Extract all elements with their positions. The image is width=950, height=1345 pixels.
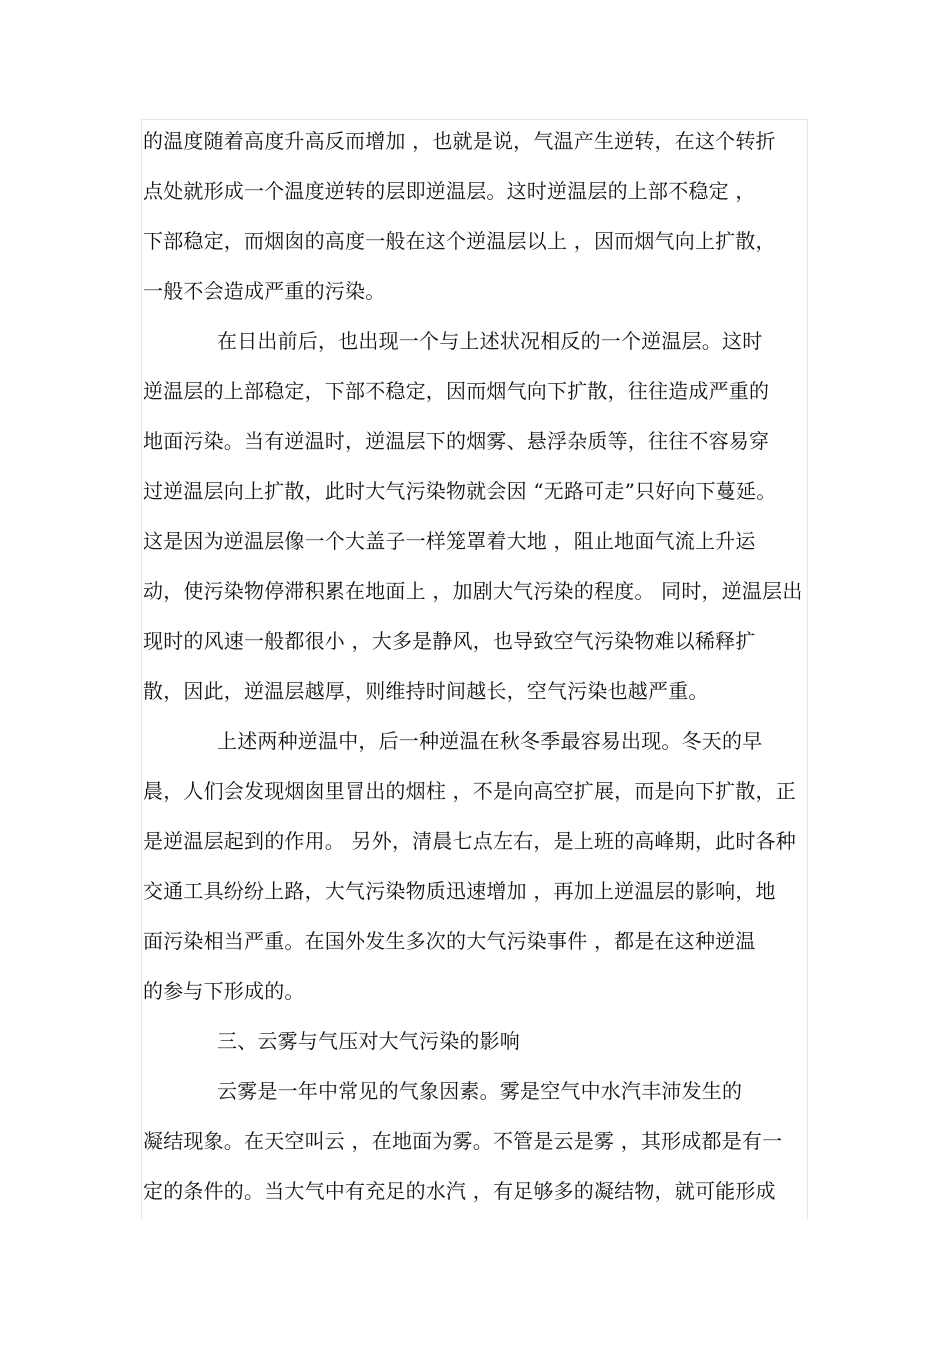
text-line: 过逆温层向上扩散，此时大气污染物就会因 “无路可走”只好向下蔓延。 [143, 479, 777, 503]
text-line: 一般不会造成严重的污染。 [143, 279, 386, 303]
text-line: 现时的风速一般都很小 ，大多是静风，也导致空气污染物难以稀释扩 [143, 629, 756, 653]
text-line: 凝结现象。在天空叫云 ，在地面为雾。不管是云是雾 ，其形成都是有一 [143, 1129, 783, 1153]
text-line: 动，使污染物停滞积累在地面上 ，加剧大气污染的程度。 同时，逆温层出 [143, 579, 803, 603]
paragraph-start: 上述两种逆温中，后一种逆温在秋冬季最容易出现。冬天的早 [217, 729, 763, 753]
text-line: 是逆温层起到的作用。 另外，清晨七点左右，是上班的高峰期，此时各种 [143, 829, 796, 853]
text-line: 晨，人们会发现烟囱里冒出的烟柱 ，不是向高空扩展，而是向下扩散，正 [143, 779, 796, 803]
text-line: 散，因此，逆温层越厚，则维持时间越长，空气污染也越严重。 [143, 679, 709, 703]
text-line: 交通工具纷纷上路，大气污染物质迅速增加 ，再加上逆温层的影响，地 [143, 879, 776, 903]
text-line: 的参与下形成的。 [143, 979, 305, 1003]
text-line: 点处就形成一个温度逆转的层即逆温层。这时逆温层的上部不稳定 ， [143, 179, 756, 203]
paragraph-start: 云雾是一年中常见的气象因素。雾是空气中水汽丰沛发生的 [217, 1079, 743, 1103]
text-line: 地面污染。当有逆温时，逆温层下的烟雾、悬浮杂质等，往往不容易穿 [143, 429, 770, 453]
paragraph-start: 在日出前后，也出现一个与上述状况相反的一个逆温层。这时 [217, 329, 763, 353]
text-line: 下部稳定，而烟囱的高度一般在这个逆温层以上 ，因而烟气向上扩散， [143, 229, 776, 253]
text-line: 的温度随着高度升高反而增加 ，也就是说，气温产生逆转，在这个转折 [143, 129, 776, 153]
text-line: 这是因为逆温层像一个大盖子一样笼罩着大地 ，阻止地面气流上升运 [143, 529, 756, 553]
text-line: 定的条件的。当大气中有充足的水汽 ，有足够多的凝结物，就可能形成 [143, 1179, 776, 1203]
text-line: 面污染相当严重。在国外发生多次的大气污染事件 ，都是在这种逆温 [143, 929, 756, 953]
text-line: 逆温层的上部稳定，下部不稳定，因而烟气向下扩散，往往造成严重的 [143, 379, 770, 403]
section-heading: 三、云雾与气压对大气污染的影响 [217, 1029, 520, 1053]
